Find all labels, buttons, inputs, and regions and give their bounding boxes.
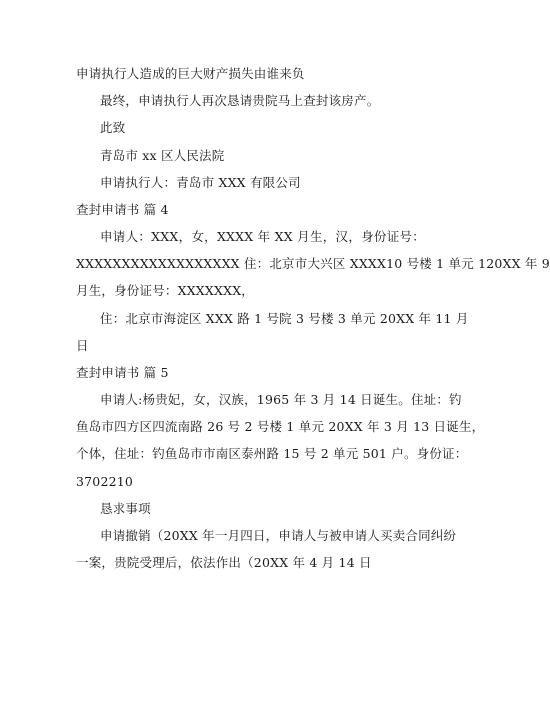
text-line-14: 鱼岛市四方区四流南路 26 号 2 号楼 1 单元 20XX 年 3 月 13 日诞生， (76, 419, 485, 434)
text-line-19: 一案，贵院受理后，依法作出（20XX 年 4 月 14 日 (76, 555, 372, 570)
request-heading: 恳求事项 (100, 501, 151, 516)
court-name: 青岛市 xx 区人民法院 (100, 148, 225, 163)
text-line-15: 个体，住址：钓鱼岛市市南区泰州路 15 号 2 单元 501 户。身份证： (76, 446, 468, 461)
text-line-9: 月生，身份证号：XXXXXXX， (76, 283, 254, 298)
text-line-7: 申请人：XXX，女，XXXX 年 XX 月生，汉，身份证号： (100, 229, 425, 244)
text-line-13: 申请人:杨贵妃，女，汉族，1965 年 3 月 14 日诞生。住址：钓 (100, 392, 462, 407)
text-line-8: XXXXXXXXXXXXXXXXXX 住：北京市大兴区 XXXX10 号楼 1 单元 120XX 年 9 (76, 256, 550, 271)
section-heading-4: 查封申请书 篇 4 (76, 202, 169, 217)
text-line-11: 日 (76, 338, 89, 353)
text-line-18: 申请撤销（20XX 年一月四日，申请人与被申请人买卖合同纠纷 (100, 528, 457, 543)
text-line-16: 3702210 (76, 474, 134, 489)
text-line-2: 最终，申请执行人再次恳请贵院马上查封该房产。 (100, 93, 380, 108)
text-line-10: 住：北京市海淀区 XXX 路 1 号院 3 号楼 3 单元 20XX 年 11 月 (100, 311, 469, 326)
text-line-1: 申请执行人造成的巨大财产损失由谁来负 (76, 66, 305, 81)
closing-salutation: 此致 (100, 120, 126, 135)
section-heading-5: 查封申请书 篇 5 (76, 365, 169, 380)
applicant-signature: 申请执行人：青岛市 XXX 有限公司 (100, 175, 301, 190)
